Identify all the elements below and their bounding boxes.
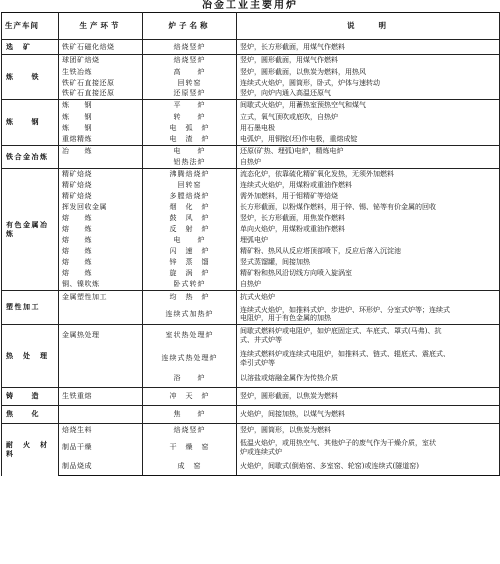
process-cell: 制品烧成	[59, 458, 143, 476]
workshop-cell: 铁合金冶炼	[2, 146, 59, 169]
table-row	[2, 246, 500, 257]
description-line: 火焰炉，间歇式(倒焰窑、多室窑、轮窑)或连续式(隧道窑)	[240, 461, 419, 470]
process-cell: 熔 炼	[59, 213, 143, 224]
table-row	[2, 268, 500, 279]
process-cell: 铜、镍吹炼	[59, 279, 143, 291]
table-row	[2, 89, 500, 100]
description-cell	[237, 291, 500, 305]
description-cell	[237, 347, 500, 371]
furnace-cell: 卧式转炉	[143, 279, 237, 291]
description-cell	[237, 458, 500, 476]
furnace-cell: 室状热处理炉	[143, 325, 237, 347]
table-row	[2, 235, 500, 246]
process-cell: 金属塑性加工	[59, 291, 143, 305]
description-cell	[237, 202, 500, 213]
description-line: 竖炉，圆筒形，以焦炭为燃料	[240, 426, 331, 435]
document-title: 冶金工业主要用炉	[202, 0, 298, 11]
furnace-cell: 冲 天 炉	[143, 388, 237, 406]
description-line: 精矿粉、热风从反应塔顶部喷下，反应后落入沉淀池	[240, 246, 401, 255]
process-cell	[59, 305, 143, 325]
table-row	[2, 146, 500, 157]
description-cell	[237, 224, 500, 235]
process-cell: 制品干燥	[59, 438, 143, 458]
table-row	[2, 305, 500, 325]
table-body	[2, 40, 500, 476]
description-line: 连续式火焰炉，用煤粉或重油作燃料	[240, 180, 352, 189]
workshop-cell: 焦 化	[2, 406, 59, 424]
furnace-cell: 烟 化 炉	[143, 202, 237, 213]
description-line: 竖炉，长方形截面，用煤气作燃料	[240, 42, 345, 51]
workshop-cell: 塑性加工	[2, 291, 59, 325]
description-cell	[237, 40, 500, 55]
process-cell: 炼 钢	[59, 100, 143, 112]
workshop-cell: 选 矿	[2, 40, 59, 55]
table-row	[2, 40, 500, 55]
description-cell	[237, 78, 500, 89]
description-cell	[237, 371, 500, 388]
description-cell	[237, 268, 500, 279]
description-cell	[237, 424, 500, 438]
description-line: 牵引式炉等	[240, 358, 275, 367]
description-line: 还原(矿热、埋弧)电炉，精炼电炉	[240, 146, 344, 155]
table-row	[2, 347, 500, 371]
header-description: 说 明	[237, 13, 500, 40]
table-row	[2, 291, 500, 305]
description-line: 炉或连续式炉	[240, 447, 282, 456]
furnace-cell: 浴 炉	[143, 371, 237, 388]
description-line: 用石墨电极	[240, 123, 275, 132]
description-line: 连续式燃料炉或连续式电阻炉，如推料式、链式、辊底式、震底式、	[240, 349, 450, 358]
description-line: 以溶盐或熔融金属作为传热介质	[240, 374, 338, 383]
process-cell: 精矿焙烧	[59, 169, 143, 180]
description-cell	[237, 123, 500, 134]
table-row	[2, 134, 500, 146]
description-line: 长方形截面，以粉煤作燃料，用于锌、锡、铋等有价金属的回收	[240, 202, 436, 211]
table-row	[2, 78, 500, 89]
table-row	[2, 55, 500, 67]
description-cell	[237, 406, 500, 424]
description-cell	[237, 305, 500, 325]
furnace-cell: 电 渣 炉	[143, 134, 237, 146]
header-furnace: 炉子名称	[143, 13, 237, 40]
description-line: 间歇式火焰炉，用蓄热室预热空气和煤气	[240, 101, 366, 110]
description-line: 竖炉，圆形截面，以焦炭为燃料，用热风	[240, 67, 366, 76]
description-cell	[237, 55, 500, 67]
table-row	[2, 157, 500, 169]
description-line: 流态化炉，依靠硫化精矿氧化发热，无须外加燃料	[240, 169, 394, 178]
process-cell: 熔 炼	[59, 224, 143, 235]
furnace-cell: 沸腾焙烧炉	[143, 169, 237, 180]
process-cell: 金属热处理	[59, 325, 143, 347]
process-cell: 焙烧生料	[59, 424, 143, 438]
workshop-cell: 炼 铁	[2, 55, 59, 100]
workshop-cell: 有色金属冶炼	[2, 169, 59, 291]
description-cell	[237, 213, 500, 224]
description-cell	[237, 325, 500, 347]
process-cell: 熔 炼	[59, 257, 143, 268]
description-cell	[237, 169, 500, 180]
furnace-cell: 电 弧 炉	[143, 123, 237, 134]
description-cell	[237, 67, 500, 78]
description-cell	[237, 191, 500, 202]
furnace-cell: 均 热 炉	[143, 291, 237, 305]
workshop-cell: 热 处 理	[2, 325, 59, 388]
process-cell: 熔 炼	[59, 235, 143, 246]
process-cell	[59, 157, 143, 169]
table-row	[2, 100, 500, 112]
workshop-cell: 炼 钢	[2, 100, 59, 146]
furnace-cell: 焙烧竖炉	[143, 55, 237, 67]
description-line: 低温火焰炉，或用热空气、其他炉子的废气作为干燥介质，室状	[240, 438, 436, 447]
description-line: 连续式火焰炉，如推料式炉、步进炉、环形炉、分室式炉等；连续式	[240, 305, 450, 314]
table-row	[2, 202, 500, 213]
furnace-cell: 回转窑	[143, 180, 237, 191]
description-cell	[237, 180, 500, 191]
process-cell: 炼 钢	[59, 123, 143, 134]
table-row	[2, 67, 500, 78]
description-line: 竖炉，圆形截面，以焦炭为燃料	[240, 392, 338, 401]
header-workshop: 生产车间	[2, 13, 59, 40]
description-line: 电弧炉，用铜锭(坯)作电极，重熔成锭	[240, 134, 358, 143]
description-cell	[237, 257, 500, 268]
table-row	[2, 424, 500, 438]
description-line: 精矿粉和热风沿切线方向喷入旋涡室	[240, 268, 352, 277]
description-line: 立式，氧气顶吹或底吹，自热炉	[240, 112, 338, 121]
process-cell: 精矿焙烧	[59, 191, 143, 202]
process-cell: 球团矿焙烧	[59, 55, 143, 67]
table-row	[2, 458, 500, 476]
table-row	[2, 279, 500, 291]
process-cell: 铁矿石磁化焙烧	[59, 40, 143, 55]
process-cell	[59, 406, 143, 424]
description-cell	[237, 438, 500, 458]
process-cell	[59, 371, 143, 388]
description-cell	[237, 235, 500, 246]
furnace-table	[1, 12, 500, 476]
furnace-cell: 反 射 炉	[143, 224, 237, 235]
process-cell: 精矿焙烧	[59, 180, 143, 191]
furnace-cell: 干 燥 窑	[143, 438, 237, 458]
description-line: 间歇式燃料炉或电阻炉，如炉底固定式、车底式、罩式(马弗)、抗	[240, 327, 442, 336]
header-process: 生产环节	[59, 13, 143, 40]
description-cell	[237, 100, 500, 112]
furnace-cell: 焙烧竖炉	[143, 424, 237, 438]
furnace-cell: 铝热法炉	[143, 157, 237, 169]
furnace-cell: 焙烧竖炉	[143, 40, 237, 55]
furnace-cell: 电 炉	[143, 146, 237, 157]
furnace-cell: 高 炉	[143, 67, 237, 78]
description-cell	[237, 134, 500, 146]
description-cell	[237, 388, 500, 406]
table-row	[2, 388, 500, 406]
furnace-cell: 成 窑	[143, 458, 237, 476]
process-cell: 冶 炼	[59, 146, 143, 157]
description-cell	[237, 279, 500, 291]
furnace-cell: 连续式热处理炉	[143, 347, 237, 371]
table-row	[2, 257, 500, 268]
furnace-cell: 电 炉	[143, 235, 237, 246]
process-cell: 熔 炼	[59, 246, 143, 257]
process-cell: 铁矿石直接还原	[59, 89, 143, 100]
furnace-cell: 还原竖炉	[143, 89, 237, 100]
workshop-cell: 耐 火 材 料	[2, 424, 59, 476]
process-cell: 挥发回收金属	[59, 202, 143, 213]
description-cell	[237, 146, 500, 157]
description-line: 抗式火焰炉	[240, 293, 275, 302]
description-line: 单向火焰炉，用煤粉或重油作燃料	[240, 224, 345, 233]
table-row	[2, 438, 500, 458]
table-row	[2, 180, 500, 191]
description-line: 竖炉，圆形截面，用煤气作燃料	[240, 56, 338, 65]
process-cell	[59, 347, 143, 371]
description-line: 连续式火焰炉，圆筒形，卧式，炉体与速转动	[240, 78, 380, 87]
table-header-row	[2, 13, 500, 40]
table-row	[2, 191, 500, 202]
table-row	[2, 371, 500, 388]
process-cell: 炼 钢	[59, 112, 143, 123]
table-row	[2, 224, 500, 235]
process-cell: 生铁冶炼	[59, 67, 143, 78]
description-line: 自热炉	[240, 157, 261, 166]
process-cell: 铁矿石直接还原	[59, 78, 143, 89]
description-line: 自热炉	[240, 279, 261, 288]
process-cell: 生铁重熔	[59, 388, 143, 406]
description-line: 竖式蒸馏罐，间接加热	[240, 257, 310, 266]
furnace-cell: 连续式加热炉	[143, 305, 237, 325]
description-line: 电阻炉，用于有色金属的加热	[240, 314, 331, 323]
table-row	[2, 112, 500, 123]
description-cell	[237, 246, 500, 257]
table-row	[2, 406, 500, 424]
table-row	[2, 123, 500, 134]
table-row	[2, 169, 500, 180]
furnace-cell: 锌 蒸 馏	[143, 257, 237, 268]
process-cell: 熔 炼	[59, 268, 143, 279]
furnace-cell: 闪 速 炉	[143, 246, 237, 257]
process-cell: 重熔精炼	[59, 134, 143, 146]
table-row	[2, 325, 500, 347]
furnace-cell: 焦 炉	[143, 406, 237, 424]
furnace-cell: 多膛焙烧炉	[143, 191, 237, 202]
description-line: 式、井式炉等	[240, 335, 282, 344]
workshop-cell: 铸 造	[2, 388, 59, 406]
description-line: 竖炉，长方形截面，用焦炭作燃料	[240, 213, 345, 222]
furnace-cell: 回转窑	[143, 78, 237, 89]
description-cell	[237, 112, 500, 123]
furnace-cell: 鼓 风 炉	[143, 213, 237, 224]
description-cell	[237, 157, 500, 169]
description-line: 火焰炉，间接加热，以煤气为燃料	[240, 410, 345, 419]
furnace-cell: 旋 涡 炉	[143, 268, 237, 279]
description-line: 竖炉，向炉内通入高温还原气	[240, 89, 331, 98]
description-cell	[237, 89, 500, 100]
furnace-cell: 转 炉	[143, 112, 237, 123]
description-line: 需外加燃料，用于钼精矿等焙烧	[240, 191, 338, 200]
table-row	[2, 213, 500, 224]
furnace-cell: 平 炉	[143, 100, 237, 112]
description-line: 埋弧电炉	[240, 235, 268, 244]
